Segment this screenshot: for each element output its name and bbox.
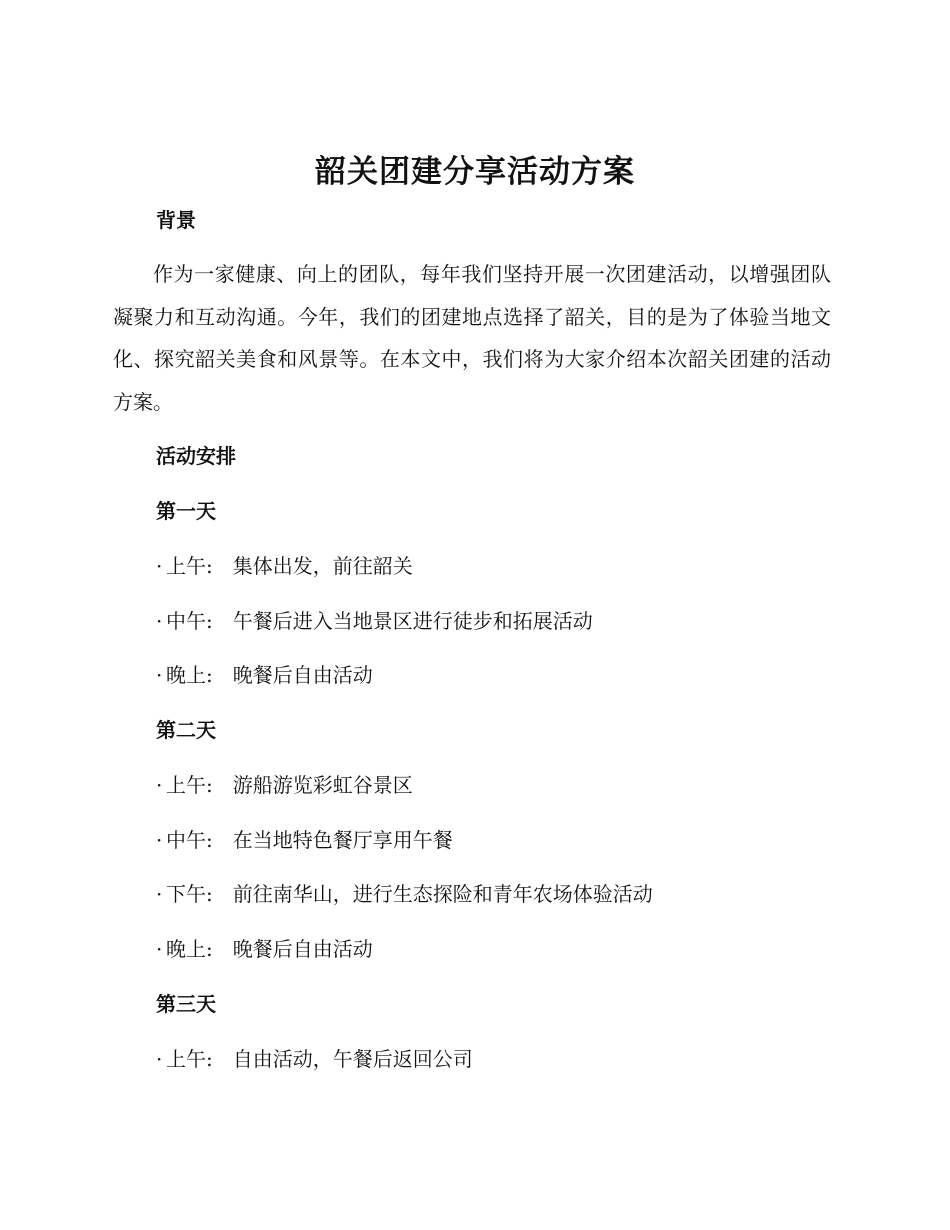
schedule-item (156, 660, 373, 690)
schedule-item (156, 770, 413, 800)
bullet-marker: · (156, 937, 163, 961)
section-heading-background: 背景 (156, 208, 196, 232)
day-heading-3: 第三天 (156, 992, 216, 1016)
schedule-item (156, 606, 593, 636)
item-time: 上午: (166, 773, 213, 797)
item-activity: 在当地特色餐厅享用午餐 (232, 828, 453, 852)
item-activity: 前往南华山，进行生态探险和青年农场体验活动 (232, 882, 653, 906)
schedule-item (156, 825, 453, 855)
item-activity: 晚餐后自由活动 (232, 663, 373, 687)
day-heading-1: 第一天 (156, 499, 216, 523)
item-activity: 午餐后进入当地景区进行徒步和拓展活动 (232, 609, 593, 633)
section-heading-schedule: 活动安排 (156, 444, 236, 468)
item-time: 中午: (166, 609, 213, 633)
bullet-marker: · (156, 554, 163, 578)
schedule-item (156, 551, 413, 581)
schedule-item (156, 879, 653, 909)
item-activity: 晚餐后自由活动 (232, 937, 373, 961)
bullet-marker: · (156, 773, 163, 797)
bullet-marker: · (156, 609, 163, 633)
document-title: 韶关团建分享活动方案 (315, 154, 635, 190)
background-paragraph: 作为一家健康、向上的团队，每年我们坚持开展一次团建活动，以增强团队凝聚力和互动沟通。今年，我们的团建地点选择了韶关，目的是为了体验当地文化、探究韶关美食和风景等。在本文中，我们将为大家介绍本次韶关团建的活动方案。 (113, 262, 831, 415)
item-time: 晚上: (166, 937, 213, 961)
item-time: 晚上: (166, 663, 213, 687)
bullet-marker: · (156, 828, 163, 852)
schedule-item (156, 1044, 473, 1074)
item-time: 上午: (166, 554, 213, 578)
item-activity: 游船游览彩虹谷景区 (232, 773, 413, 797)
schedule-item (156, 934, 373, 964)
item-activity: 集体出发，前往韶关 (232, 554, 413, 578)
item-time: 中午: (166, 828, 213, 852)
bullet-marker: · (156, 663, 163, 687)
item-time: 下午: (166, 882, 213, 906)
item-time: 上午: (166, 1047, 213, 1071)
bullet-marker: · (156, 1047, 163, 1071)
item-activity: 自由活动，午餐后返回公司 (232, 1047, 473, 1071)
bullet-marker: · (156, 882, 163, 906)
day-heading-2: 第二天 (156, 718, 216, 742)
